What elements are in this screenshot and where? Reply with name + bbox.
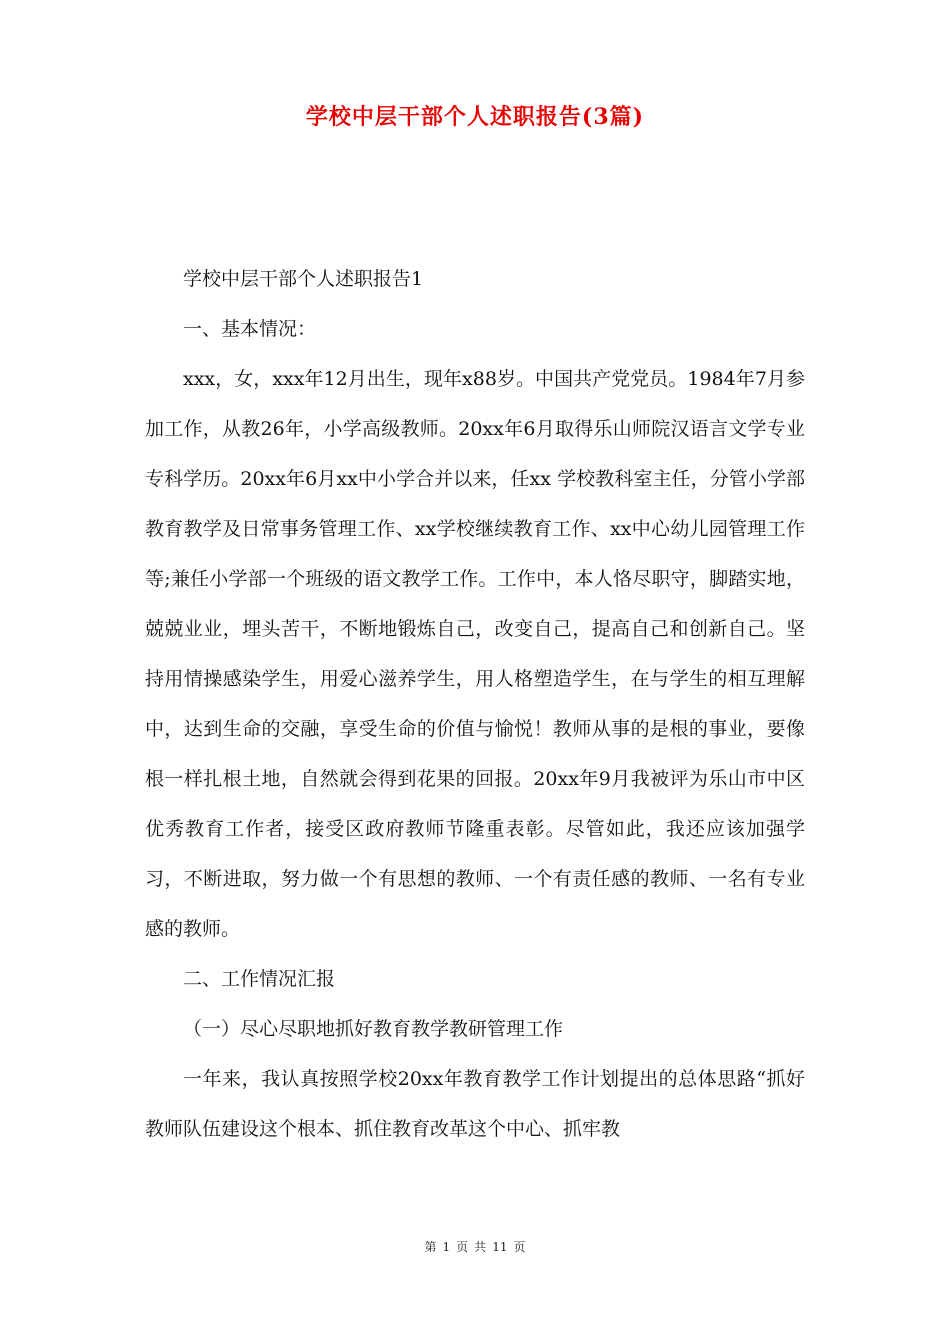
document-body — [145, 254, 805, 1154]
body-paragraph: 一年来，我认真按照学校20xx年教育教学工作计划提出的总体思路“抓好教师队伍建设这个根本、抓住教育改革这个中心、抓牢教 — [145, 1068, 805, 1140]
subsection-heading: 二、工作情况汇报 — [183, 968, 336, 990]
page-number-footer — [0, 1238, 950, 1255]
total-pages-number: 11 — [492, 1240, 508, 1254]
footer-suffix: 页 — [513, 1240, 526, 1254]
body-paragraph: xxx，女，xxx年12月出生，现年x88岁。中国共产党党员。1984年7月参加工作，从教26年，小学高级教师。20xx年6月取得乐山师院汉语言文学专业专科学历。20xx年6月xx中小学合并以来，任xx 学校教科室主任，分管小学部教育教学及日常事务管理工作、xx学校继续教育工作、xx中心幼儿园管理工作等;兼任小学部一个班级的语文教学工作。工作中，本人恪尽职守，脚踏实地，兢兢业业，埋头苦干，不断地锻炼自己，改变自己，提高自己和创新自己。坚持用情操感染学生，用爱心滋养学生，用人格塑造学生，在与学生的相互理解中，达到生命的交融，享受生命的价值与愉悦！教师从事的是根的事业，要像根一样扎根土地，自然就会得到花果的回报。20xx年9月我被评为乐山市中区优秀教育工作者，接受区政府教师节隆重表彰。尽管如此，我还应该加强学习，不断进取，努力做一个有思想的教师、一个有责任感的教师、一名有专业感的教师。 — [145, 368, 805, 940]
footer-total-word: 共 — [474, 1240, 487, 1254]
document-title: 学校中层干部个人述职报告(3篇) — [305, 104, 645, 130]
section-heading: 学校中层干部个人述职报告1 — [183, 268, 424, 290]
subsection-heading: 一、基本情况： — [183, 318, 317, 340]
subsection-heading: （一）尽心尽职地抓好教育教学教研管理工作 — [183, 1018, 564, 1040]
footer-prefix: 第 — [424, 1240, 437, 1254]
current-page-number: 1 — [442, 1240, 451, 1254]
footer-page-word: 页 — [456, 1240, 469, 1254]
